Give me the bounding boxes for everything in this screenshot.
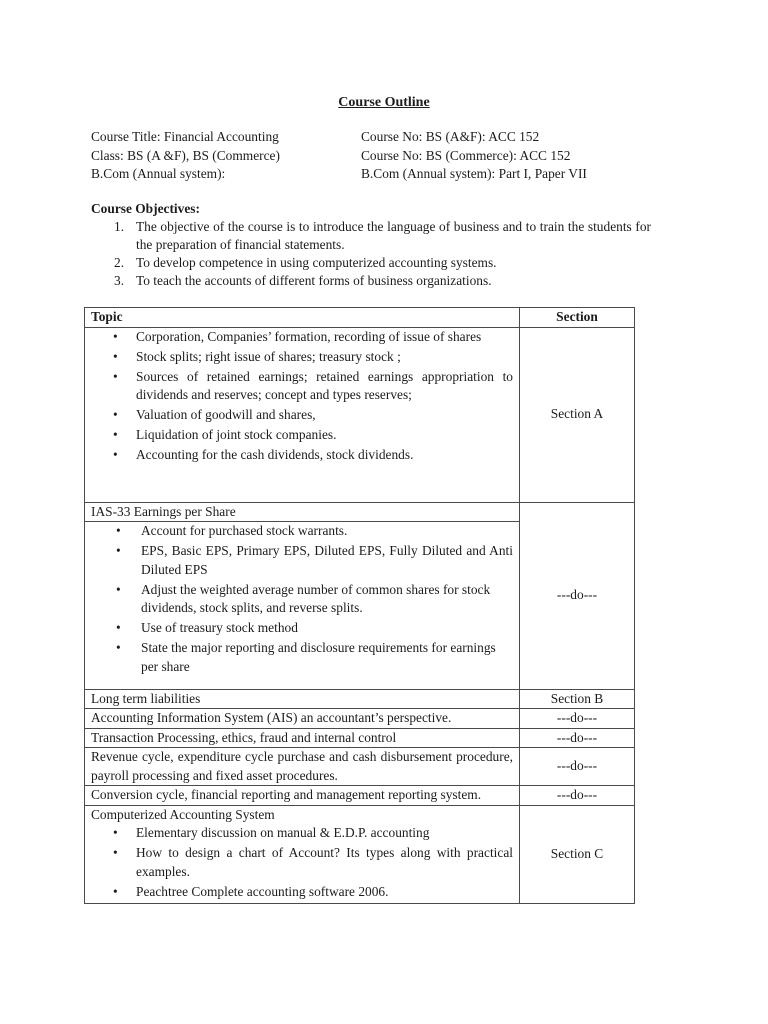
list-item: • Stock splits; right issue of shares; treasury stock ; <box>91 348 513 367</box>
info-row <box>91 128 651 147</box>
bullet-icon: • <box>116 523 121 538</box>
course-info <box>91 128 651 184</box>
table-row <box>85 502 635 689</box>
list-item: • Valuation of goodwill and shares, <box>91 406 513 425</box>
list-item: • State the major reporting and disclosure requirements for earnings per share <box>91 639 513 676</box>
bullet-icon: • <box>113 427 118 442</box>
bullet-icon: • <box>113 845 118 860</box>
topic-heading: IAS-33 Earnings per Share <box>85 503 519 523</box>
section-cell: ---do--- <box>520 709 635 729</box>
objective-item <box>91 272 651 290</box>
bcom-system: B.Com (Annual system): <box>91 166 226 181</box>
section-cell: Section A <box>520 327 635 502</box>
topic-bullet-list <box>91 328 513 465</box>
section-cell: Section B <box>520 689 635 709</box>
section-cell: ---do--- <box>520 728 635 748</box>
objective-item <box>91 254 651 272</box>
topic-cell: Revenue cycle, expenditure cycle purchase and cash disbursement procedure, payroll processing and fixed asset procedures. <box>85 748 520 786</box>
list-item: • Accounting for the cash dividends, stock dividends. <box>91 446 513 465</box>
course-number: Course No: BS (Commerce): ACC 152 <box>361 147 571 163</box>
bullet-icon: • <box>116 640 121 655</box>
info-row <box>91 165 651 184</box>
bullet-icon: • <box>113 825 118 840</box>
list-item: • EPS, Basic EPS, Primary EPS, Diluted EPS, Fully Diluted and Anti Diluted EPS <box>91 542 513 579</box>
table-row <box>85 748 635 786</box>
bullet-icon: • <box>116 581 121 597</box>
course-title: Course Title: Financial Accounting <box>91 129 279 144</box>
section-cell: ---do--- <box>520 748 635 786</box>
topic-cell <box>85 502 520 689</box>
page-title: Course Outline <box>338 95 430 110</box>
topic-cell: Conversion cycle, financial reporting and management reporting system. <box>85 786 520 806</box>
topic-cell <box>85 327 520 502</box>
topic-cell: Accounting Information System (AIS) an accountant’s perspective. <box>85 709 520 729</box>
list-item: • How to design a chart of Account? Its types along with practical examples. <box>91 844 513 881</box>
bullet-icon: • <box>113 328 118 344</box>
course-class: Class: BS (A &F), BS (Commerce) <box>91 147 280 163</box>
section-cell: Section C <box>520 805 635 903</box>
table-row <box>85 709 635 729</box>
bullet-icon: • <box>113 368 118 384</box>
bcom-paper: B.Com (Annual system): Part I, Paper VII <box>361 166 587 181</box>
objective-number: 2. <box>114 255 125 270</box>
bullet-icon: • <box>113 447 118 462</box>
course-number: Course No: BS (A&F): ACC 152 <box>361 129 540 144</box>
list-item: • Elementary discussion on manual & E.D.P. accounting <box>91 824 513 843</box>
topic-cell <box>85 805 520 903</box>
objective-text: To develop competence in using computerized accounting systems. <box>136 255 497 270</box>
objective-text: To teach the accounts of different forms of business organizations. <box>136 273 492 288</box>
course-objectives <box>91 200 651 290</box>
objective-number: 3. <box>114 273 125 288</box>
bullet-icon: • <box>113 407 118 422</box>
list-item: • Use of treasury stock method <box>91 619 513 638</box>
table-row <box>85 805 635 903</box>
table-row <box>85 786 635 806</box>
topic-header: Topic <box>85 308 520 328</box>
section-cell: ---do--- <box>520 502 635 689</box>
bullet-icon: • <box>113 883 118 899</box>
list-item: • Adjust the weighted average number of common shares for stock dividends, stock splits, and reverse splits. <box>91 581 513 618</box>
table-header-row <box>85 308 635 328</box>
topic-bullet-list <box>91 522 513 676</box>
topic-cell: Transaction Processing, ethics, fraud and internal control <box>85 728 520 748</box>
section-cell: ---do--- <box>520 786 635 806</box>
table-row <box>85 689 635 709</box>
bullet-icon: • <box>113 348 118 364</box>
list-item: • Peachtree Complete accounting software 2006. <box>91 883 513 902</box>
topic-cell: Long term liabilities <box>85 689 520 709</box>
objectives-list <box>91 218 651 290</box>
objectives-heading: Course Objectives: <box>91 201 200 216</box>
bullet-icon: • <box>116 620 121 635</box>
table-row <box>85 728 635 748</box>
list-item: • Sources of retained earnings; retained earnings appropriation to dividends and reserves; concept and types reserves; <box>91 368 513 405</box>
table-row <box>85 327 635 502</box>
objective-text: The objective of the course is to introduce the language of business and to train the students for the preparation of financial statements. <box>136 219 651 252</box>
topic-bullet-list <box>91 824 513 901</box>
bullet-icon: • <box>116 543 121 558</box>
topic-heading: Computerized Accounting System <box>91 806 275 822</box>
list-item: • Corporation, Companies’ formation, recording of issue of shares <box>91 328 513 347</box>
course-outline-table <box>84 307 635 904</box>
objective-item <box>91 218 651 254</box>
info-row <box>91 147 651 166</box>
section-header: Section <box>520 308 635 328</box>
objective-number: 1. <box>114 219 125 234</box>
list-item: • Liquidation of joint stock companies. <box>91 426 513 445</box>
list-item: • Account for purchased stock warrants. <box>91 522 513 541</box>
